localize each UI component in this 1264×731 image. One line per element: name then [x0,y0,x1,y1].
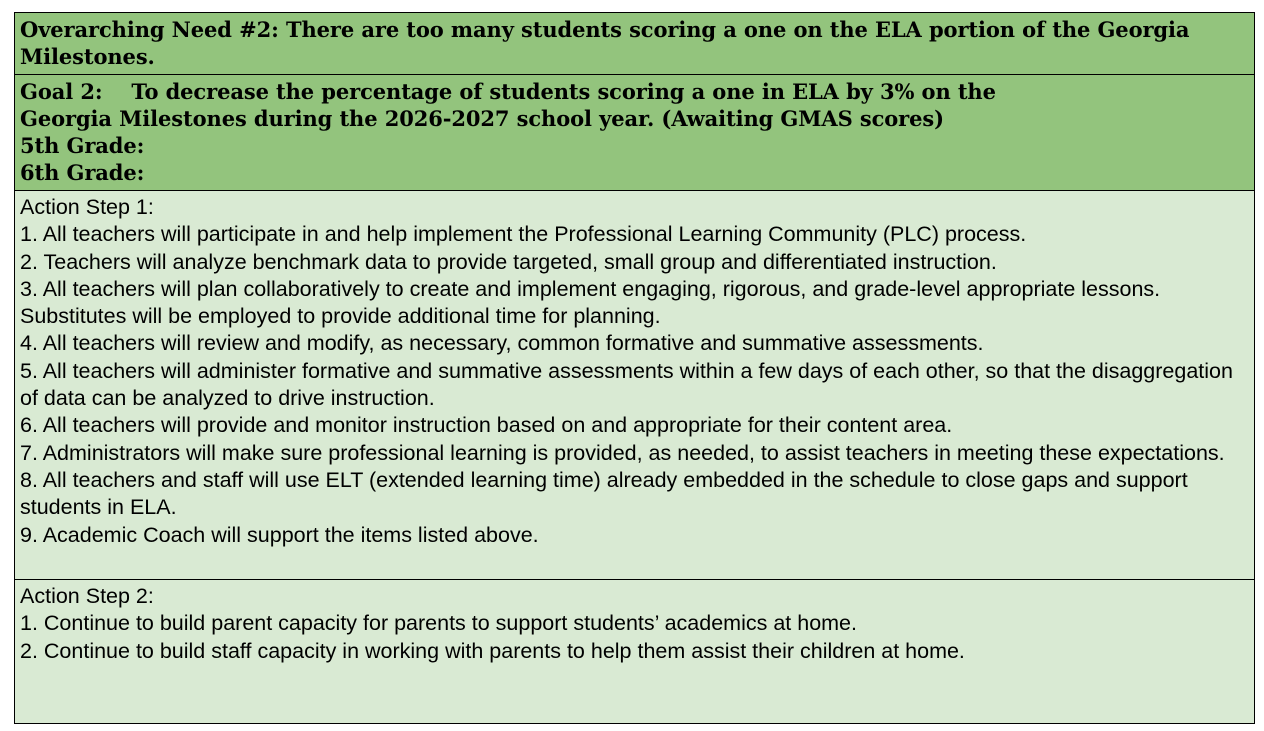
action-step-1-item: 3. All teachers will plan collaboratively to create and implement engaging, rigorous, and grade-level appropriate lessons. Substitutes will be employed to provide additional time for planning. [20,276,1167,329]
action-step-1-item: 5. All teachers will administer formative and summative assessments within a few days of each other, so that the disaggregation of data can be analyzed to drive instruction. [20,358,1239,411]
goal-line-2: Georgia Milestones during the 2026-2027 school year. (Awaiting GMAS scores) [20,106,944,131]
action-step-1-item: 4. All teachers will review and modify, as necessary, common formative and summative assessments. [20,331,984,356]
action-step-2-item: 2. Continue to build staff capacity in working with parents to help them assist their children at home. [20,638,965,663]
grade-6-label: 6th Grade: [20,160,145,185]
action-step-1-item: 1. All teachers will participate in and help implement the Professional Learning Community (PLC) process. [20,222,1027,247]
action-step-2-item: 1. Continue to build parent capacity for parents to support students’ academics at home. [20,611,857,636]
action-step-1-item: 7. Administrators will make sure professional learning is provided, as needed, to assist teachers in meeting these expectations. [20,440,1225,465]
overarching-need-text: Overarching Need #2: There are too many students scoring a one on the ELA portion of the Georgia Milestones. [20,17,1190,69]
action-plan-table [14,12,1255,724]
overarching-need-row [14,13,1255,75]
action-step-1-row [14,191,1255,580]
grade-5-label: 5th Grade: [20,133,145,158]
action-step-1-heading: Action Step 1: [20,195,154,219]
goal-row [14,75,1255,191]
action-step-1-item: 2. Teachers will analyze benchmark data to provide targeted, small group and differentiated instruction. [20,249,997,274]
goal-line-1: Goal 2: To decrease the percentage of students scoring a one in ELA by 3% on the [20,79,996,104]
action-step-1-item: 9. Academic Coach will support the items listed above. [20,522,539,547]
action-step-1-item: 8. All teachers and staff will use ELT (extended learning time) already embedded in the schedule to close gaps and support students in ELA. [20,467,1194,520]
action-step-2-heading: Action Step 2: [20,584,154,608]
action-step-2-row [14,580,1255,724]
action-step-1-item: 6. All teachers will provide and monitor instruction based on and appropriate for their content area. [20,413,953,438]
